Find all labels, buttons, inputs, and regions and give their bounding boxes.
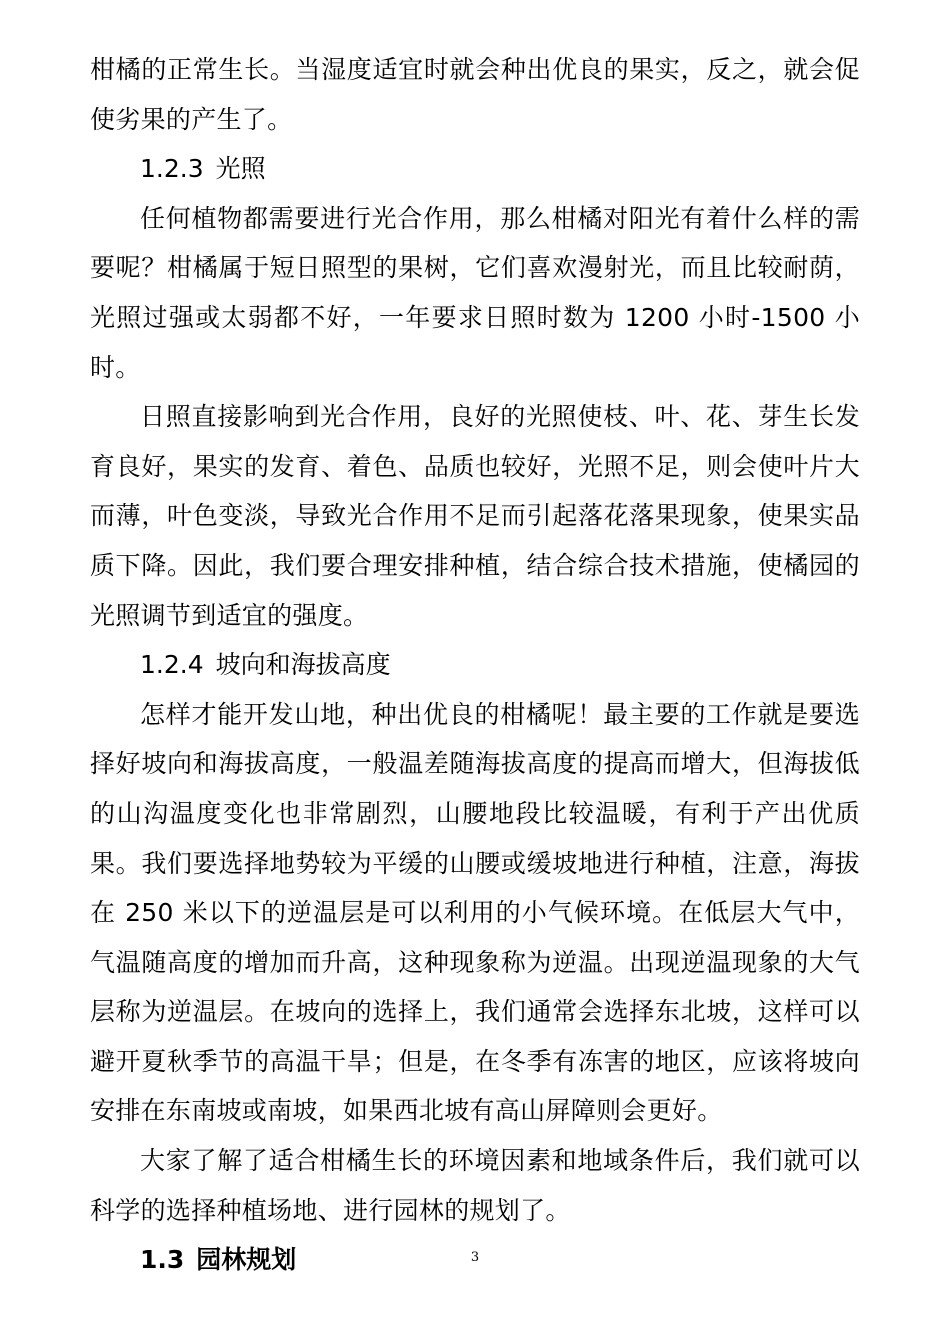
section-title: 光照 <box>215 154 266 184</box>
section-number: 1.2.3 <box>140 154 204 184</box>
section-number: 1.2.4 <box>140 650 204 680</box>
paragraph-light-requirement: 任何植物都需要进行光合作用，那么柑橘对阳光有着什么样的需要呢？柑橘属于短日照型的果树，它们喜欢漫射光，而且比较耐荫，光照过强或太弱都不好，一年要求日照时数为 1200 小时-1500 小时。 <box>90 203 860 382</box>
paragraph-summary: 大家了解了适合柑橘生长的环境因素和地域条件后，我们就可以科学的选择种植场地、进行园林的规划了。 <box>90 1146 860 1225</box>
page-number: 3 <box>470 1250 480 1265</box>
section-title: 园林规划 <box>196 1245 297 1275</box>
document-body <box>90 45 860 1285</box>
paragraph-continuation: 柑橘的正常生长。当湿度适宜时就会种出优良的果实，反之，就会促使劣果的产生了。 <box>90 55 860 134</box>
section-number: 1.3 <box>140 1245 185 1275</box>
paragraph-slope-altitude: 怎样才能开发山地，种出优良的柑橘呢！最主要的工作就是要选择好坡向和海拔高度，一般温差随海拔高度的提高而增大，但海拔低的山沟温度变化也非常剧烈，山腰地段比较温暖，有利于产出优质果。我们要选择地势较为平缓的山腰或缓坡地进行种植，注意，海拔在 250 米以下的逆温层是可以利用的小气候环境。在低层大气中，气温随高度的增加而升高，这种现象称为逆温。出现逆温现象的大气层称为逆温层。在坡向的选择上，我们通常会选择东北坡，这样可以避开夏秋季节的高温干旱；但是，在冬季有冻害的地区，应该将坡向安排在东南坡或南坡，如果西北坡有高山屏障则会更好。 <box>90 699 860 1126</box>
paragraph-light-effect: 日照直接影响到光合作用，良好的光照使枝、叶、花、芽生长发育良好，果实的发育、着色、品质也较好，光照不足，则会使叶片大而薄，叶色变淡，导致光合作用不足而引起落花落果现象，使果实品质下降。因此，我们要合理安排种植，结合综合技术措施，使橘园的光照调节到适宜的强度。 <box>90 402 860 630</box>
section-title: 坡向和海拔高度 <box>215 650 391 680</box>
section-heading-1-2-4 <box>90 640 860 690</box>
section-heading-1-2-3 <box>90 144 860 194</box>
